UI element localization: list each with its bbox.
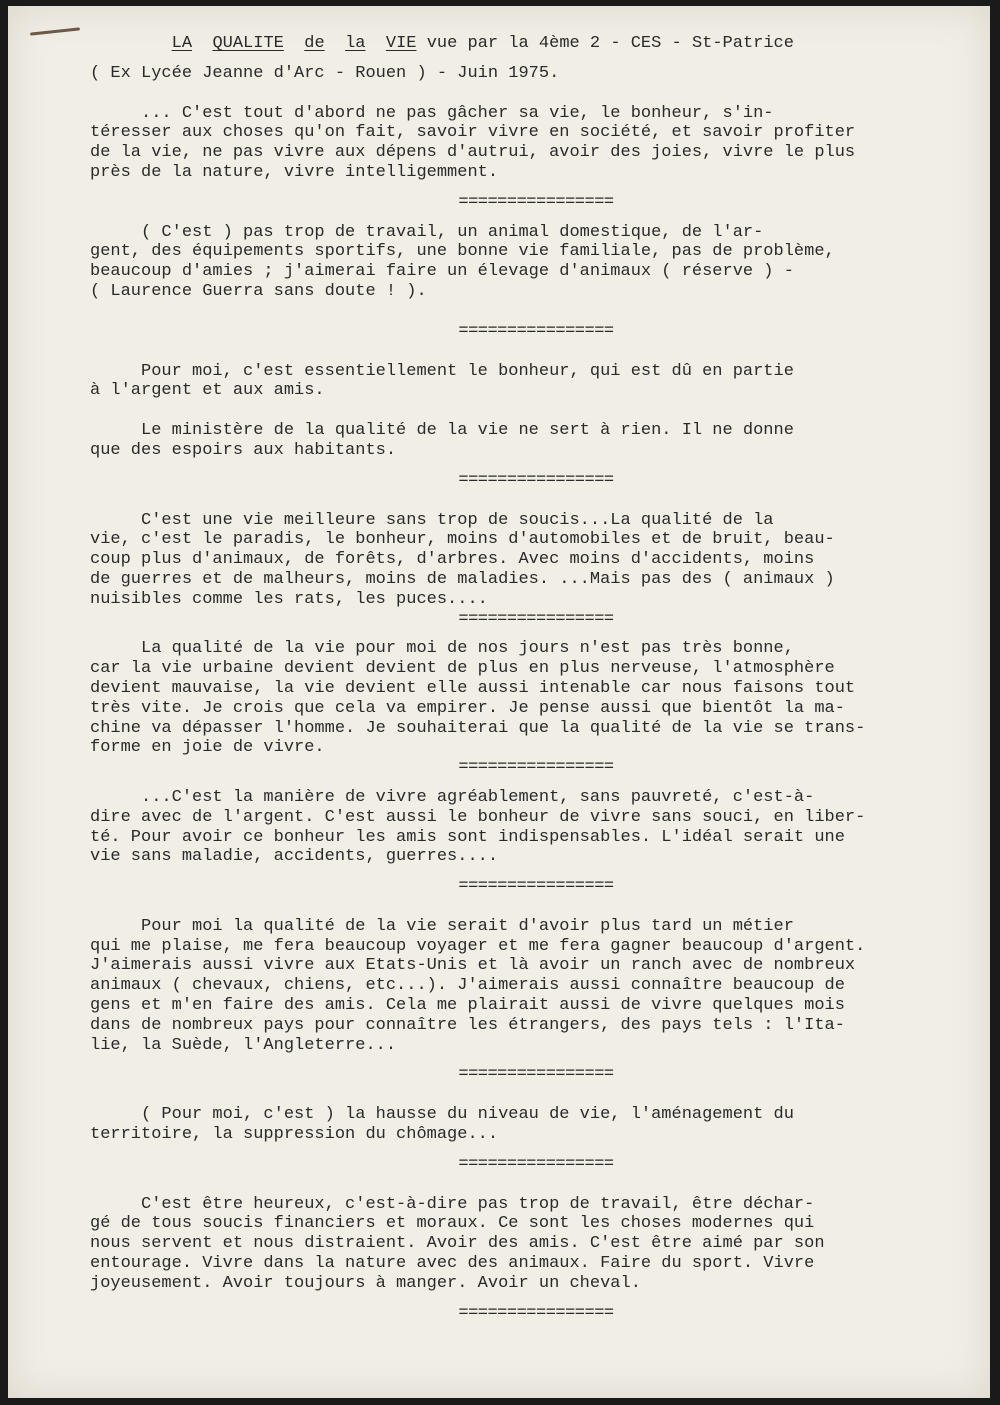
- paragraph-2-line-3: beaucoup d'amies ; j'aimerai faire un élevage d'animaux ( réserve ) -: [90, 262, 794, 282]
- paragraph-2-line-2: gent, des équipements sportifs, une bonne vie familiale, pas de problème,: [90, 242, 835, 262]
- paragraph-3-line-1: Pour moi, c'est essentiellement le bonheur, qui est dû en partie: [90, 361, 794, 381]
- paragraph-8-line-6: dans de nombreux pays pour connaître les étrangers, des pays tels : l'Ita-: [90, 1015, 845, 1035]
- paragraph-10-line-1: C'est être heureux, c'est-à-dire pas trop de travail, être déchar-: [90, 1194, 815, 1214]
- paragraph-6-line-4: très vite. Je crois que cela va empirer. Je pense aussi que bientôt la ma-: [90, 698, 845, 718]
- paragraph-5-line-1: C'est une vie meilleure sans trop de soucis...La qualité de la: [90, 510, 774, 530]
- paragraph-10-line-3: nous servent et nous distraient. Avoir des amis. C'est être aimé par son: [90, 1234, 825, 1254]
- paragraph-4-line-2: que des espoirs aux habitants.: [90, 440, 397, 460]
- paragraph-6-line-6: forme en joie de vivre.: [90, 738, 325, 758]
- separator: ================: [458, 1154, 614, 1174]
- paragraph-3-line-2: à l'argent et aux amis.: [90, 381, 325, 401]
- paragraph-6-line-3: devient mauvaise, la vie devient elle aussi intenable car nous faisons tout: [90, 678, 856, 698]
- paragraph-8-line-3: J'aimerais aussi vivre aux Etats-Unis et là avoir un ranch avec de nombreux: [90, 956, 856, 976]
- title-word-1: LA: [171, 34, 193, 53]
- paragraph-6-line-2: car la vie urbaine devient devient de plus en plus nerveuse, l'atmosphère: [90, 659, 835, 679]
- paragraph-8-line-5: gens et m'en faire des amis. Cela me plairait aussi de vivre quelques mois: [90, 996, 845, 1016]
- paragraph-9-line-1: ( Pour moi, c'est ) la hausse du niveau de vie, l'aménagement du: [90, 1105, 794, 1125]
- paragraph-5-line-2: vie, c'est le paradis, le bonheur, moins d'automobiles et de bruit, beau-: [90, 530, 835, 550]
- paragraph-8-line-1: Pour moi la qualité de la vie serait d'avoir plus tard un métier: [90, 916, 794, 936]
- paragraph-4-line-1: Le ministère de la qualité de la vie ne sert à rien. Il ne donne: [90, 421, 794, 441]
- separator: ================: [458, 1303, 614, 1323]
- paragraph-5-line-5: nuisibles comme les rats, les puces....: [90, 589, 488, 609]
- paragraph-7-line-1: ...C'est la manière de vivre agréablement, sans pauvreté, c'est-à-: [90, 787, 815, 807]
- paragraph-8-line-2: qui me plaise, me fera beaucoup voyager et me fera gagner beaucoup d'argent.: [90, 936, 866, 956]
- separator: ================: [458, 192, 614, 212]
- paragraph-1-line-2: téresser aux choses qu'on fait, savoir vivre en société, et savoir profiter: [90, 123, 856, 143]
- paragraph-7-line-4: vie sans maladie, accidents, guerres....: [90, 847, 499, 867]
- page-title: [90, 34, 982, 54]
- paragraph-10-line-4: entourage. Vivre dans la nature avec des animaux. Faire du sport. Vivre: [90, 1254, 815, 1274]
- document-page: [8, 6, 990, 1398]
- paragraph-6-line-1: La qualité de la vie pour moi de nos jours n'est pas très bonne,: [90, 639, 794, 659]
- separator: ================: [458, 877, 614, 897]
- paragraph-8-line-4: animaux ( chevaux, chiens, etc...). J'aimerais aussi connaître beaucoup de: [90, 976, 845, 996]
- paragraph-2-line-1: ( C'est ) pas trop de travail, un animal domestique, de l'ar-: [90, 222, 764, 242]
- paragraph-10-line-2: gé de tous soucis financiers et moraux. Ce sont les choses modernes qui: [90, 1214, 815, 1234]
- title-word-2: QUALITE: [212, 34, 284, 53]
- separator: ================: [458, 1065, 614, 1085]
- paragraph-1-line-4: près de la nature, vivre intelligemment.: [90, 162, 499, 182]
- separator: ================: [458, 321, 614, 341]
- paragraph-7-line-3: té. Pour avoir ce bonheur les amis sont indispensables. L'idéal serait une: [90, 827, 845, 847]
- paragraph-10-line-5: joyeusement. Avoir toujours à manger. Avoir un cheval.: [90, 1273, 641, 1293]
- paragraph-1-line-3: de la vie, ne pas vivre aux dépens d'autrui, avoir des joies, vivre le plus: [90, 143, 856, 163]
- page-subtitle: ( Ex Lycée Jeanne d'Arc - Rouen ) - Juin 1975.: [90, 63, 560, 83]
- paragraph-5-line-4: de guerres et de malheurs, moins de maladies. ...Mais pas des ( animaux ): [90, 569, 835, 589]
- title-word-5: VIE: [385, 34, 417, 53]
- typed-text: [90, 34, 982, 1323]
- title-rest: vue par la 4ème 2 - CES - St-Patrice: [416, 34, 794, 53]
- paragraph-7-line-2: dire avec de l'argent. C'est aussi le bonheur de vivre sans souci, en liber-: [90, 807, 866, 827]
- paragraph-5-line-3: coup plus d'animaux, de forêts, d'arbres. Avec moins d'accidents, moins: [90, 550, 815, 570]
- title-word-4: la: [345, 34, 366, 53]
- title-word-3: de: [304, 34, 325, 53]
- paragraph-8-line-7: lie, la Suède, l'Angleterre...: [90, 1035, 397, 1055]
- staple-mark: [30, 27, 80, 35]
- paragraph-6-line-5: chine va dépasser l'homme. Je souhaiterai que la qualité de la vie se trans-: [90, 718, 866, 738]
- separator: ================: [458, 609, 614, 629]
- paragraph-9-line-2: territoire, la suppression du chômage...: [90, 1125, 499, 1145]
- paragraph-2-line-4: ( Laurence Guerra sans doute ! ).: [90, 281, 427, 301]
- separator: ================: [458, 758, 614, 778]
- separator: ================: [458, 470, 614, 490]
- paragraph-1-line-1: ... C'est tout d'abord ne pas gâcher sa vie, le bonheur, s'in-: [90, 103, 774, 123]
